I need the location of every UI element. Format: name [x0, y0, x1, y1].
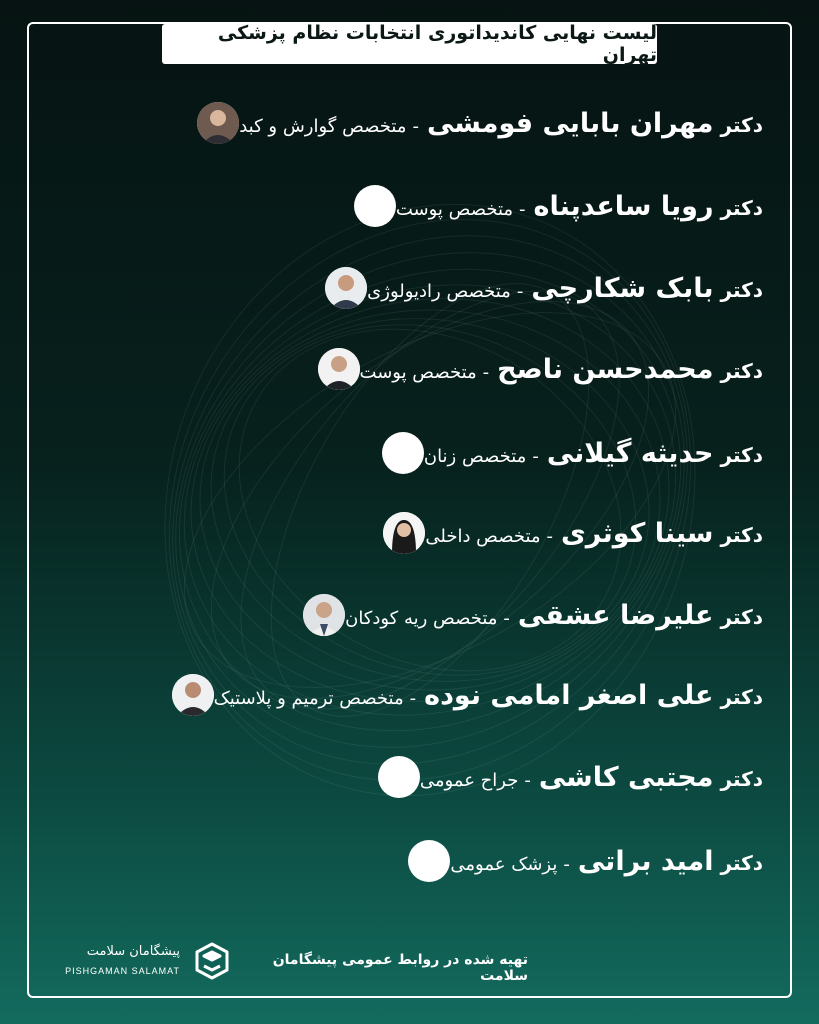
candidate-title: دکتر — [720, 766, 763, 791]
candidate-name: بابک شکارچی — [531, 272, 714, 304]
candidate-row-8 — [160, 672, 763, 718]
candidate-photo-7 — [303, 594, 345, 636]
candidate-specialty: متخصص زنان — [423, 445, 527, 467]
candidate-specialty: متخصص رادیولوژی — [367, 280, 511, 302]
candidate-photo-placeholder-2 — [354, 185, 396, 227]
separator: - — [482, 361, 490, 383]
candidate-row-3 — [313, 265, 763, 311]
separator: - — [532, 445, 539, 467]
candidate-name: مهران بابایی فومشی — [426, 107, 714, 139]
candidate-specialty: متخصص گوارش و کبد — [239, 115, 407, 137]
pishgaman-logo-icon — [192, 941, 232, 981]
candidate-specialty: متخصص ریه کودکان — [345, 607, 498, 629]
separator: - — [524, 769, 531, 791]
candidate-title: دکتر — [720, 112, 763, 137]
candidate-photo-6 — [383, 512, 425, 554]
candidate-title: دکتر — [720, 604, 763, 629]
separator: - — [519, 198, 526, 220]
candidate-title: دکتر — [720, 195, 763, 220]
candidate-name: رویا ساعدپناه — [533, 190, 714, 222]
page-title: لیست نهایی کاندیداتوری انتخابات نظام پزشکی تهران — [162, 24, 657, 64]
separator: - — [412, 115, 419, 137]
separator: - — [409, 687, 417, 709]
separator: - — [546, 525, 554, 547]
candidate-name: حدیثه گیلانی — [546, 437, 714, 469]
candidate-specialty: جراح عمومی — [419, 769, 519, 791]
footer-credit: تهیه شده در روابط عمومی پیشگامان سلامت — [272, 952, 528, 984]
candidate-title: دکتر — [720, 442, 763, 467]
candidate-specialty: متخصص پوست — [359, 361, 477, 383]
candidate-specialty: پزشک عمومی — [450, 853, 558, 875]
candidate-name: محمدحسن ناصح — [497, 353, 714, 385]
candidate-photo-8 — [172, 674, 214, 716]
candidate-photo-4 — [318, 348, 360, 390]
candidate-photo-placeholder-10 — [408, 840, 450, 882]
candidate-row-1 — [185, 100, 763, 146]
candidate-specialty: متخصص پوست — [395, 198, 514, 220]
brand-name-persian: پیشگامان سلامت — [86, 944, 180, 959]
candidate-name: علیرضا عشقی — [517, 599, 714, 631]
candidate-name: علی اصغر امامی نوده — [424, 679, 714, 711]
candidate-title: دکتر — [720, 277, 763, 302]
candidate-row-4 — [306, 346, 763, 392]
candidate-row-5 — [370, 430, 763, 476]
candidate-title: دکتر — [720, 522, 763, 547]
candidate-row-10 — [396, 838, 763, 884]
candidate-photo-1 — [197, 102, 239, 144]
candidate-row-6 — [371, 510, 763, 556]
separator: - — [563, 853, 570, 875]
candidate-title: دکتر — [720, 684, 763, 709]
brand-name-english: PISHGAMAN SALAMAT — [65, 966, 180, 976]
candidate-photo-placeholder-5 — [382, 432, 424, 474]
candidate-photo-placeholder-9 — [378, 756, 420, 798]
separator: - — [516, 280, 524, 302]
candidate-name: امید براتی — [577, 845, 714, 877]
candidate-title: دکتر — [720, 850, 763, 875]
candidate-title: دکتر — [720, 358, 763, 383]
candidate-name: مجتبی کاشی — [538, 761, 714, 793]
candidate-row-7 — [291, 592, 763, 638]
candidate-specialty: متخصص داخلی — [425, 525, 541, 547]
separator: - — [503, 607, 510, 629]
candidate-specialty: متخصص ترمیم و پلاستیک — [213, 687, 404, 709]
candidate-name: سینا کوثری — [561, 517, 714, 549]
candidate-row-9 — [366, 754, 763, 800]
candidate-photo-3 — [325, 267, 367, 309]
candidate-row-2 — [342, 183, 763, 229]
